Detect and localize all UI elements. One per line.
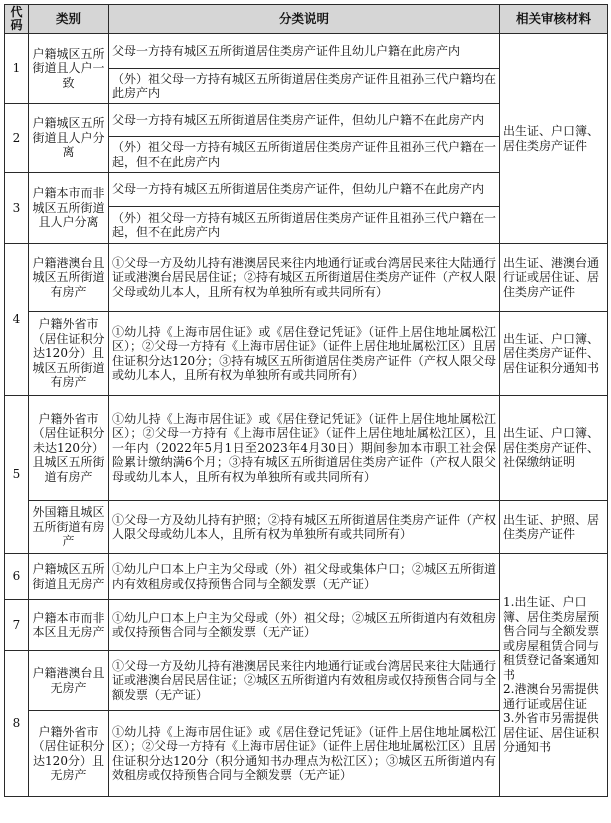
row-description: 父母一方持有城区五所街道居住类房产证件，但幼儿户籍不在此房产内 — [109, 173, 500, 207]
row-category: 户籍城区五所街道且无房产 — [29, 554, 109, 600]
row-description: ①幼儿持《上海市居住证》或《居住登记凭证》（证件上居住地址属松江区）；②父母一方持有《上海市居住证》（证件上居住地址属松江区）且居住证积分达120分；③持有城区五所街道居住类房产证件（产权人限父母或幼儿本人，且所有权为单独所有或共同所有） — [109, 312, 500, 396]
row-description: （外）祖父母一方持有城区五所街道居住类房产证件且祖孙三代户籍在一起，但不在此房产内 — [109, 207, 500, 244]
header-materials: 相关审核材料 — [500, 5, 608, 34]
row-code: 1 — [5, 34, 29, 104]
row-description: （外）祖父母一方持有城区五所街道居住类房产证件且祖孙三代户籍在一起，但不在此房产内 — [109, 137, 500, 173]
row-description: ①幼儿持《上海市居住证》或《居住登记凭证》（证件上居住地址属松江区）；②父母一方持有《上海市居住证》（证件上居住地址属松江区），且一年内（2022年5月1日至2023年4月30日）期间参加本市职工社会保险累计缴纳满6个月；③持有城区五所街道居住类房产证件（产权人限父母或幼儿本人，且所有权为单独所有或共同所有） — [109, 396, 500, 501]
table-row — [5, 501, 608, 554]
table-row — [5, 312, 608, 396]
row-category: 户籍外省市（居住证积分达120分）且城区五所街道有房产 — [29, 312, 109, 396]
header-description: 分类说明 — [109, 5, 500, 34]
row-category: 户籍外省市（居住证积分未达120分）且城区五所街道有房产 — [29, 396, 109, 501]
row-code: 8 — [5, 651, 29, 797]
row-description: （外）祖父母一方持有城区五所街道居住类房产证件且祖孙三代户籍均在此房产内 — [109, 69, 500, 104]
row-description: ①父母一方及幼儿持有护照；②持有城区五所街道居住类房产证件（产权人限父母或幼儿本人，且所有权为单独所有或共同所有） — [109, 501, 500, 554]
row-category: 户籍城区五所街道且人户分离 — [29, 104, 109, 173]
row-category: 户籍本市而非城区五所街道且人户分离 — [29, 173, 109, 244]
row-materials: 出生证、港澳台通行证或居住证、居住类房产证件 — [500, 244, 608, 312]
row-code: 6 — [5, 554, 29, 600]
row-category: 户籍城区五所街道且人户一致 — [29, 34, 109, 104]
row-description: 父母一方持有城区五所街道居住类房产证件，但幼儿户籍不在此房产内 — [109, 104, 500, 137]
header-category: 类别 — [29, 5, 109, 34]
row-category: 外国籍且城区五所街道有房产 — [29, 501, 109, 554]
header-code: 代码 — [5, 5, 29, 34]
row-materials: 出生证、户口簿、居住类房产证件 — [500, 34, 608, 244]
row-code: 5 — [5, 396, 29, 554]
row-category: 户籍港澳台且城区五所街道有房产 — [29, 244, 109, 312]
row-code: 2 — [5, 104, 29, 173]
table-row — [5, 244, 608, 312]
materials-item: 3.外省市另需提供居住证、居住证积分通知书 — [503, 711, 600, 755]
row-description: ①幼儿户口本上户主为父母或（外）祖父母；②城区五所街道内有效租房或仅持预售合同与全额发票（无产证） — [109, 600, 500, 651]
materials-item: 1.出生证、户口簿、居住类房屋预售合同与全额发票或房屋租赁合同与租赁登记备案通知书 — [503, 595, 600, 682]
enrollment-category-table — [4, 4, 608, 797]
row-category: 户籍港澳台且无房产 — [29, 651, 109, 711]
materials-item: 2.港澳台另需提供通行证或居住证 — [503, 682, 599, 711]
row-category: 户籍本市而非本区且无房产 — [29, 600, 109, 651]
row-materials: 出生证、护照、居住类房产证件 — [500, 501, 608, 554]
table-row — [5, 34, 608, 69]
table-row — [5, 554, 608, 600]
row-description: ①幼儿持《上海市居住证》或《居住登记凭证》（证件上居住地址属松江区）；②父母一方持有《上海市居住证》（证件上居住地址属松江区）且居住证积分达120分（积分通知书办理点为松江区）；③城区五所街道内有效租房或仅持预售合同与全额发票（无产证） — [109, 711, 500, 797]
row-description: ①父母一方及幼儿持有港澳居民来往内地通行证或台湾居民来往大陆通行证或港澳台居民居住证；②城区五所街道内有效租房或仅持预售合同与全额发票（无产证） — [109, 651, 500, 711]
row-description: ①父母一方及幼儿持有港澳居民来往内地通行证或台湾居民来往大陆通行证或港澳台居民居住证；②持有城区五所街道居住类房产证件（产权人限父母或幼儿本人，且所有权为单独所有或共同所有） — [109, 244, 500, 312]
row-code: 3 — [5, 173, 29, 244]
row-description: ①幼儿户口本上户主为父母或（外）祖父母或集体户口；②城区五所街道内有效租房或仅持预售合同与全额发票（无产证） — [109, 554, 500, 600]
table-row — [5, 396, 608, 501]
row-materials: 出生证、户口簿、居住类房产证件、居住证积分通知书 — [500, 312, 608, 396]
row-materials — [500, 554, 608, 797]
row-category: 户籍外省市（居住证积分达120分）且无房产 — [29, 711, 109, 797]
row-description: 父母一方持有城区五所街道居住类房产证件且幼儿户籍在此房产内 — [109, 34, 500, 69]
row-code: 4 — [5, 244, 29, 396]
header-row — [5, 5, 608, 34]
row-materials: 出生证、户口簿、居住类房产证件、社保缴纳证明 — [500, 396, 608, 501]
row-code: 7 — [5, 600, 29, 651]
